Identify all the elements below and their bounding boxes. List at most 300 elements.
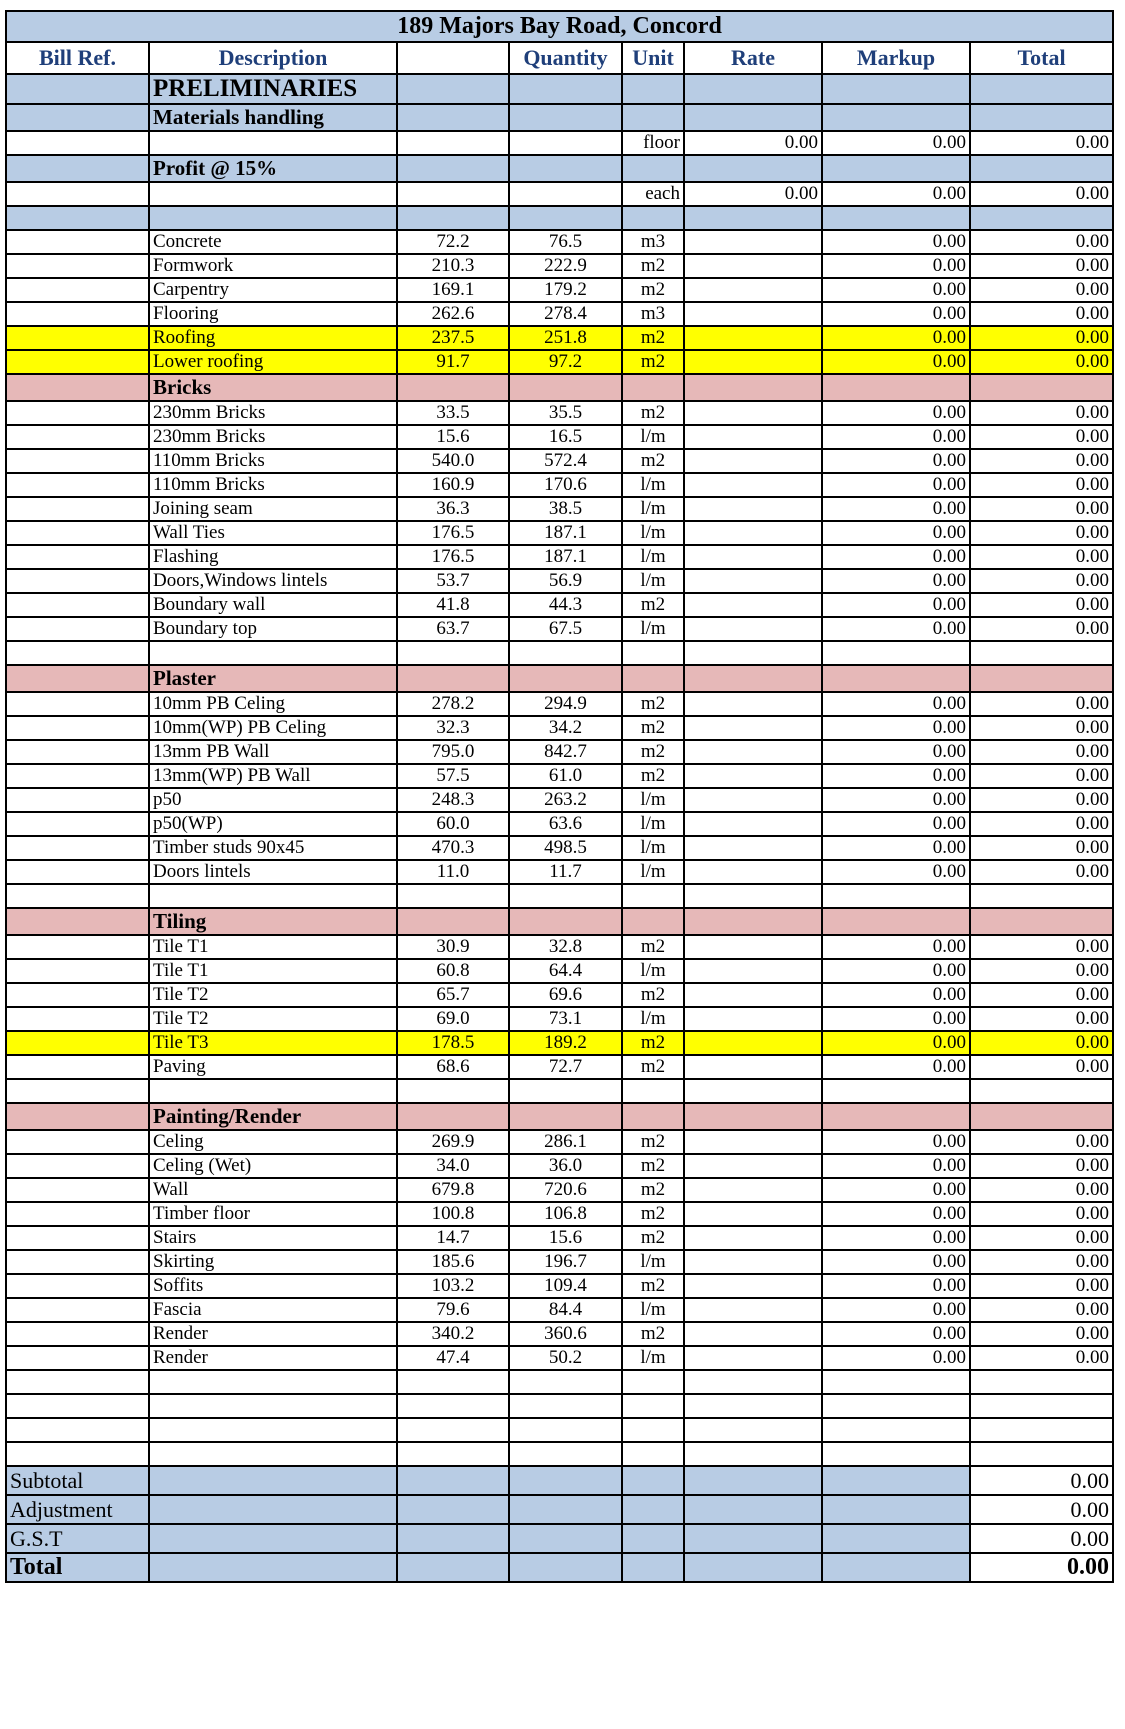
blank-cell[interactable] bbox=[970, 1394, 1113, 1418]
blank-cell[interactable] bbox=[509, 1442, 622, 1466]
item-total[interactable]: 0.00 bbox=[970, 1178, 1113, 1202]
subtotal-value[interactable]: 0.00 bbox=[970, 1466, 1113, 1495]
header-quantity[interactable]: Quantity bbox=[509, 42, 622, 74]
section-blank-cell[interactable] bbox=[970, 155, 1113, 182]
blank-cell[interactable] bbox=[509, 1418, 622, 1442]
item-rate[interactable] bbox=[684, 326, 822, 350]
item-quantity[interactable]: 187.1 bbox=[509, 521, 622, 545]
item-total[interactable]: 0.00 bbox=[970, 935, 1113, 959]
blank-cell[interactable] bbox=[397, 884, 509, 908]
item-description[interactable]: Flooring bbox=[149, 302, 397, 326]
item-measured-qty[interactable]: 69.0 bbox=[397, 1007, 509, 1031]
item-rate[interactable]: 0.00 bbox=[684, 131, 822, 155]
bill-ref-cell[interactable] bbox=[6, 1322, 149, 1346]
item-rate[interactable]: 0.00 bbox=[684, 182, 822, 206]
item-unit[interactable]: m3 bbox=[622, 230, 684, 254]
bill-ref-cell[interactable] bbox=[6, 1250, 149, 1274]
section-blank-cell[interactable] bbox=[509, 1103, 622, 1130]
item-total[interactable]: 0.00 bbox=[970, 302, 1113, 326]
item-description[interactable]: Lower roofing bbox=[149, 350, 397, 374]
blank-cell[interactable] bbox=[970, 1370, 1113, 1394]
item-measured-qty[interactable]: 36.3 bbox=[397, 497, 509, 521]
item-unit[interactable]: l/m bbox=[622, 836, 684, 860]
item-rate[interactable] bbox=[684, 1274, 822, 1298]
section-blank-cell[interactable] bbox=[822, 908, 970, 935]
item-measured-qty[interactable]: 540.0 bbox=[397, 449, 509, 473]
item-markup[interactable]: 0.00 bbox=[822, 1055, 970, 1079]
section-blank-cell[interactable] bbox=[509, 74, 622, 104]
blank-cell[interactable] bbox=[684, 884, 822, 908]
bill-ref-cell[interactable] bbox=[6, 1346, 149, 1370]
adjustment-value[interactable]: 0.00 bbox=[970, 1495, 1113, 1524]
item-markup[interactable]: 0.00 bbox=[822, 764, 970, 788]
item-description[interactable]: Formwork bbox=[149, 254, 397, 278]
item-unit[interactable]: l/m bbox=[622, 1346, 684, 1370]
item-description[interactable]: 13mm(WP) PB Wall bbox=[149, 764, 397, 788]
item-unit[interactable]: l/m bbox=[622, 1298, 684, 1322]
section-title[interactable]: Painting/Render bbox=[149, 1103, 397, 1130]
item-total[interactable]: 0.00 bbox=[970, 983, 1113, 1007]
item-measured-qty[interactable]: 79.6 bbox=[397, 1298, 509, 1322]
bill-ref-cell[interactable] bbox=[6, 1130, 149, 1154]
item-total[interactable]: 0.00 bbox=[970, 254, 1113, 278]
item-unit[interactable]: m2 bbox=[622, 401, 684, 425]
item-description[interactable]: Paving bbox=[149, 1055, 397, 1079]
bill-ref-cell[interactable] bbox=[6, 617, 149, 641]
item-unit[interactable]: m2 bbox=[622, 1178, 684, 1202]
item-quantity[interactable]: 187.1 bbox=[509, 545, 622, 569]
item-total[interactable]: 0.00 bbox=[970, 1226, 1113, 1250]
section-blank-cell[interactable] bbox=[622, 908, 684, 935]
adjustment-label[interactable]: Adjustment bbox=[6, 1495, 149, 1524]
item-markup[interactable]: 0.00 bbox=[822, 302, 970, 326]
item-measured-qty[interactable]: 30.9 bbox=[397, 935, 509, 959]
item-markup[interactable]: 0.00 bbox=[822, 545, 970, 569]
bill-ref-cell[interactable] bbox=[6, 716, 149, 740]
item-markup[interactable]: 0.00 bbox=[822, 131, 970, 155]
item-markup[interactable]: 0.00 bbox=[822, 593, 970, 617]
blank-cell[interactable] bbox=[509, 884, 622, 908]
item-markup[interactable]: 0.00 bbox=[822, 1031, 970, 1055]
blank-cell[interactable] bbox=[397, 131, 509, 155]
blank-cell[interactable] bbox=[397, 206, 509, 230]
item-measured-qty[interactable]: 185.6 bbox=[397, 1250, 509, 1274]
blank-cell[interactable] bbox=[684, 1442, 822, 1466]
item-description[interactable]: Stairs bbox=[149, 1226, 397, 1250]
item-markup[interactable]: 0.00 bbox=[822, 617, 970, 641]
item-measured-qty[interactable]: 103.2 bbox=[397, 1274, 509, 1298]
item-unit[interactable]: m2 bbox=[622, 1322, 684, 1346]
item-unit[interactable]: l/m bbox=[622, 545, 684, 569]
blank-cell[interactable] bbox=[149, 641, 397, 665]
item-unit[interactable]: l/m bbox=[622, 497, 684, 521]
subtotal-label[interactable]: Subtotal bbox=[6, 1466, 149, 1495]
item-measured-qty[interactable]: 60.8 bbox=[397, 959, 509, 983]
section-blank-cell[interactable] bbox=[970, 665, 1113, 692]
item-markup[interactable]: 0.00 bbox=[822, 521, 970, 545]
bill-ref-cell[interactable] bbox=[6, 1178, 149, 1202]
item-total[interactable]: 0.00 bbox=[970, 1346, 1113, 1370]
section-blank-cell[interactable] bbox=[509, 104, 622, 131]
item-rate[interactable] bbox=[684, 764, 822, 788]
item-description[interactable]: 110mm Bricks bbox=[149, 473, 397, 497]
item-unit[interactable]: each bbox=[622, 182, 684, 206]
item-total[interactable]: 0.00 bbox=[970, 788, 1113, 812]
item-description[interactable]: Tile T2 bbox=[149, 983, 397, 1007]
item-markup[interactable]: 0.00 bbox=[822, 350, 970, 374]
blank-cell[interactable] bbox=[822, 1079, 970, 1103]
item-total[interactable]: 0.00 bbox=[970, 812, 1113, 836]
section-blank-cell[interactable] bbox=[622, 1103, 684, 1130]
blank-cell[interactable] bbox=[622, 1418, 684, 1442]
item-unit[interactable]: l/m bbox=[622, 860, 684, 884]
item-quantity[interactable]: 109.4 bbox=[509, 1274, 622, 1298]
section-title[interactable]: Materials handling bbox=[149, 104, 397, 131]
blank-cell[interactable] bbox=[822, 641, 970, 665]
blank-cell[interactable] bbox=[970, 1079, 1113, 1103]
bill-ref-cell[interactable] bbox=[6, 521, 149, 545]
item-unit[interactable]: m2 bbox=[622, 1031, 684, 1055]
blank-cell[interactable] bbox=[6, 182, 149, 206]
item-markup[interactable]: 0.00 bbox=[822, 449, 970, 473]
bill-ref-cell[interactable] bbox=[6, 692, 149, 716]
blank-cell[interactable] bbox=[397, 641, 509, 665]
item-quantity[interactable]: 360.6 bbox=[509, 1322, 622, 1346]
item-quantity[interactable]: 34.2 bbox=[509, 716, 622, 740]
blank-cell[interactable] bbox=[397, 182, 509, 206]
bill-ref-cell[interactable] bbox=[6, 836, 149, 860]
item-rate[interactable] bbox=[684, 545, 822, 569]
summary-blank-cell[interactable] bbox=[622, 1466, 684, 1495]
section-blank-cell[interactable] bbox=[622, 665, 684, 692]
bill-ref-cell[interactable] bbox=[6, 449, 149, 473]
item-unit[interactable]: m2 bbox=[622, 326, 684, 350]
item-description[interactable]: Joining seam bbox=[149, 497, 397, 521]
item-unit[interactable]: l/m bbox=[622, 617, 684, 641]
bill-ref-cell[interactable] bbox=[6, 1274, 149, 1298]
item-total[interactable]: 0.00 bbox=[970, 569, 1113, 593]
item-unit[interactable]: l/m bbox=[622, 1250, 684, 1274]
blank-cell[interactable] bbox=[822, 1418, 970, 1442]
summary-blank-cell[interactable] bbox=[397, 1466, 509, 1495]
item-rate[interactable] bbox=[684, 1154, 822, 1178]
item-measured-qty[interactable]: 65.7 bbox=[397, 983, 509, 1007]
bill-ref-cell[interactable] bbox=[6, 155, 149, 182]
section-blank-cell[interactable] bbox=[970, 908, 1113, 935]
blank-cell[interactable] bbox=[684, 1079, 822, 1103]
item-rate[interactable] bbox=[684, 593, 822, 617]
item-unit[interactable]: m2 bbox=[622, 935, 684, 959]
item-quantity[interactable]: 36.0 bbox=[509, 1154, 622, 1178]
blank-cell[interactable] bbox=[622, 641, 684, 665]
item-markup[interactable]: 0.00 bbox=[822, 497, 970, 521]
item-markup[interactable]: 0.00 bbox=[822, 182, 970, 206]
item-measured-qty[interactable]: 14.7 bbox=[397, 1226, 509, 1250]
item-rate[interactable] bbox=[684, 788, 822, 812]
item-markup[interactable]: 0.00 bbox=[822, 230, 970, 254]
item-measured-qty[interactable]: 470.3 bbox=[397, 836, 509, 860]
bill-ref-cell[interactable] bbox=[6, 425, 149, 449]
item-description[interactable]: 13mm PB Wall bbox=[149, 740, 397, 764]
item-measured-qty[interactable]: 269.9 bbox=[397, 1130, 509, 1154]
item-measured-qty[interactable]: 248.3 bbox=[397, 788, 509, 812]
item-rate[interactable] bbox=[684, 1031, 822, 1055]
bill-ref-cell[interactable] bbox=[6, 665, 149, 692]
item-quantity[interactable]: 179.2 bbox=[509, 278, 622, 302]
header-bill-ref[interactable]: Bill Ref. bbox=[6, 42, 149, 74]
item-measured-qty[interactable]: 169.1 bbox=[397, 278, 509, 302]
bill-ref-cell[interactable] bbox=[6, 350, 149, 374]
blank-cell[interactable] bbox=[622, 206, 684, 230]
sheet-title[interactable]: 189 Majors Bay Road, Concord bbox=[6, 11, 1113, 42]
blank-cell[interactable] bbox=[822, 884, 970, 908]
item-total[interactable]: 0.00 bbox=[970, 182, 1113, 206]
item-quantity[interactable]: 170.6 bbox=[509, 473, 622, 497]
bill-ref-cell[interactable] bbox=[6, 104, 149, 131]
blank-cell[interactable] bbox=[509, 1394, 622, 1418]
item-rate[interactable] bbox=[684, 473, 822, 497]
item-total[interactable]: 0.00 bbox=[970, 521, 1113, 545]
summary-blank-cell[interactable] bbox=[397, 1553, 509, 1582]
header-unit[interactable]: Unit bbox=[622, 42, 684, 74]
item-markup[interactable]: 0.00 bbox=[822, 740, 970, 764]
bill-ref-cell[interactable] bbox=[6, 1007, 149, 1031]
section-blank-cell[interactable] bbox=[397, 155, 509, 182]
blank-cell[interactable] bbox=[970, 1418, 1113, 1442]
item-description[interactable]: p50(WP) bbox=[149, 812, 397, 836]
item-rate[interactable] bbox=[684, 1322, 822, 1346]
header-rate[interactable]: Rate bbox=[684, 42, 822, 74]
item-rate[interactable] bbox=[684, 1298, 822, 1322]
section-blank-cell[interactable] bbox=[970, 374, 1113, 401]
item-unit[interactable]: m2 bbox=[622, 716, 684, 740]
item-measured-qty[interactable]: 340.2 bbox=[397, 1322, 509, 1346]
item-markup[interactable]: 0.00 bbox=[822, 1274, 970, 1298]
item-description[interactable]: Wall Ties bbox=[149, 521, 397, 545]
item-description[interactable]: Celing bbox=[149, 1130, 397, 1154]
item-measured-qty[interactable]: 68.6 bbox=[397, 1055, 509, 1079]
item-rate[interactable] bbox=[684, 935, 822, 959]
item-rate[interactable] bbox=[684, 1007, 822, 1031]
bill-ref-cell[interactable] bbox=[6, 230, 149, 254]
blank-cell[interactable] bbox=[397, 1418, 509, 1442]
section-blank-cell[interactable] bbox=[822, 374, 970, 401]
item-measured-qty[interactable]: 278.2 bbox=[397, 692, 509, 716]
section-blank-cell[interactable] bbox=[684, 665, 822, 692]
item-markup[interactable]: 0.00 bbox=[822, 473, 970, 497]
summary-blank-cell[interactable] bbox=[684, 1495, 822, 1524]
item-markup[interactable]: 0.00 bbox=[822, 836, 970, 860]
item-unit[interactable]: m2 bbox=[622, 278, 684, 302]
bill-ref-cell[interactable] bbox=[6, 497, 149, 521]
item-quantity[interactable]: 294.9 bbox=[509, 692, 622, 716]
item-quantity[interactable]: 69.6 bbox=[509, 983, 622, 1007]
item-unit[interactable]: m2 bbox=[622, 1154, 684, 1178]
bill-ref-cell[interactable] bbox=[6, 473, 149, 497]
item-description[interactable]: Boundary wall bbox=[149, 593, 397, 617]
bill-ref-cell[interactable] bbox=[6, 545, 149, 569]
item-total[interactable]: 0.00 bbox=[970, 959, 1113, 983]
section-blank-cell[interactable] bbox=[509, 665, 622, 692]
blank-cell[interactable] bbox=[622, 884, 684, 908]
item-rate[interactable] bbox=[684, 254, 822, 278]
blank-cell[interactable] bbox=[149, 1370, 397, 1394]
item-quantity[interactable]: 286.1 bbox=[509, 1130, 622, 1154]
item-markup[interactable]: 0.00 bbox=[822, 569, 970, 593]
item-unit[interactable]: l/m bbox=[622, 788, 684, 812]
item-rate[interactable] bbox=[684, 521, 822, 545]
section-title[interactable]: Tiling bbox=[149, 908, 397, 935]
item-total[interactable]: 0.00 bbox=[970, 1130, 1113, 1154]
item-description[interactable]: Boundary top bbox=[149, 617, 397, 641]
section-blank-cell[interactable] bbox=[509, 908, 622, 935]
gst-value[interactable]: 0.00 bbox=[970, 1524, 1113, 1553]
blank-cell[interactable] bbox=[684, 206, 822, 230]
item-quantity[interactable]: 222.9 bbox=[509, 254, 622, 278]
blank-cell[interactable] bbox=[149, 206, 397, 230]
item-total[interactable]: 0.00 bbox=[970, 131, 1113, 155]
item-total[interactable]: 0.00 bbox=[970, 1202, 1113, 1226]
item-markup[interactable]: 0.00 bbox=[822, 1130, 970, 1154]
blank-cell[interactable] bbox=[149, 1394, 397, 1418]
item-description[interactable]: Soffits bbox=[149, 1274, 397, 1298]
item-markup[interactable]: 0.00 bbox=[822, 716, 970, 740]
section-blank-cell[interactable] bbox=[397, 374, 509, 401]
item-rate[interactable] bbox=[684, 350, 822, 374]
item-quantity[interactable]: 56.9 bbox=[509, 569, 622, 593]
item-quantity[interactable]: 35.5 bbox=[509, 401, 622, 425]
blank-cell[interactable] bbox=[970, 1442, 1113, 1466]
item-description[interactable]: Celing (Wet) bbox=[149, 1154, 397, 1178]
item-rate[interactable] bbox=[684, 497, 822, 521]
item-rate[interactable] bbox=[684, 836, 822, 860]
item-unit[interactable]: l/m bbox=[622, 812, 684, 836]
item-markup[interactable]: 0.00 bbox=[822, 278, 970, 302]
item-markup[interactable]: 0.00 bbox=[822, 1250, 970, 1274]
item-total[interactable]: 0.00 bbox=[970, 1274, 1113, 1298]
item-description[interactable]: Timber studs 90x45 bbox=[149, 836, 397, 860]
item-total[interactable]: 0.00 bbox=[970, 617, 1113, 641]
blank-cell[interactable] bbox=[149, 182, 397, 206]
item-measured-qty[interactable]: 11.0 bbox=[397, 860, 509, 884]
item-total[interactable]: 0.00 bbox=[970, 326, 1113, 350]
item-quantity[interactable]: 11.7 bbox=[509, 860, 622, 884]
item-quantity[interactable]: 106.8 bbox=[509, 1202, 622, 1226]
bill-ref-cell[interactable] bbox=[6, 278, 149, 302]
bill-ref-cell[interactable] bbox=[6, 1031, 149, 1055]
blank-cell[interactable] bbox=[622, 1394, 684, 1418]
item-quantity[interactable]: 44.3 bbox=[509, 593, 622, 617]
bill-ref-cell[interactable] bbox=[6, 959, 149, 983]
item-quantity[interactable]: 16.5 bbox=[509, 425, 622, 449]
item-measured-qty[interactable]: 91.7 bbox=[397, 350, 509, 374]
item-total[interactable]: 0.00 bbox=[970, 401, 1113, 425]
item-rate[interactable] bbox=[684, 401, 822, 425]
item-description[interactable]: Render bbox=[149, 1346, 397, 1370]
section-blank-cell[interactable] bbox=[397, 908, 509, 935]
section-blank-cell[interactable] bbox=[397, 104, 509, 131]
item-description[interactable]: Carpentry bbox=[149, 278, 397, 302]
item-total[interactable]: 0.00 bbox=[970, 860, 1113, 884]
blank-cell[interactable] bbox=[684, 1370, 822, 1394]
item-markup[interactable]: 0.00 bbox=[822, 254, 970, 278]
blank-cell[interactable] bbox=[970, 641, 1113, 665]
item-unit[interactable]: m3 bbox=[622, 302, 684, 326]
item-total[interactable]: 0.00 bbox=[970, 1031, 1113, 1055]
blank-cell[interactable] bbox=[149, 1079, 397, 1103]
item-quantity[interactable]: 842.7 bbox=[509, 740, 622, 764]
item-unit[interactable]: m2 bbox=[622, 1202, 684, 1226]
bill-ref-cell[interactable] bbox=[6, 1055, 149, 1079]
item-rate[interactable] bbox=[684, 1226, 822, 1250]
item-measured-qty[interactable]: 63.7 bbox=[397, 617, 509, 641]
item-total[interactable]: 0.00 bbox=[970, 764, 1113, 788]
item-rate[interactable] bbox=[684, 692, 822, 716]
item-description[interactable]: Tile T1 bbox=[149, 959, 397, 983]
section-blank-cell[interactable] bbox=[397, 665, 509, 692]
summary-blank-cell[interactable] bbox=[149, 1466, 397, 1495]
bill-ref-cell[interactable] bbox=[6, 374, 149, 401]
item-total[interactable]: 0.00 bbox=[970, 740, 1113, 764]
item-rate[interactable] bbox=[684, 278, 822, 302]
bill-ref-cell[interactable] bbox=[6, 302, 149, 326]
summary-blank-cell[interactable] bbox=[149, 1495, 397, 1524]
gst-label[interactable]: G.S.T bbox=[6, 1524, 149, 1553]
item-description[interactable]: Doors lintels bbox=[149, 860, 397, 884]
bill-ref-cell[interactable] bbox=[6, 326, 149, 350]
item-measured-qty[interactable]: 15.6 bbox=[397, 425, 509, 449]
summary-blank-cell[interactable] bbox=[684, 1466, 822, 1495]
item-unit[interactable]: m2 bbox=[622, 254, 684, 278]
item-rate[interactable] bbox=[684, 983, 822, 1007]
item-total[interactable]: 0.00 bbox=[970, 497, 1113, 521]
section-blank-cell[interactable] bbox=[622, 74, 684, 104]
blank-cell[interactable] bbox=[509, 131, 622, 155]
section-blank-cell[interactable] bbox=[822, 1103, 970, 1130]
bill-ref-cell[interactable] bbox=[6, 908, 149, 935]
item-markup[interactable]: 0.00 bbox=[822, 1202, 970, 1226]
item-quantity[interactable]: 278.4 bbox=[509, 302, 622, 326]
bill-ref-cell[interactable] bbox=[6, 1103, 149, 1130]
item-quantity[interactable]: 572.4 bbox=[509, 449, 622, 473]
item-unit[interactable]: m2 bbox=[622, 764, 684, 788]
summary-blank-cell[interactable] bbox=[684, 1553, 822, 1582]
item-total[interactable]: 0.00 bbox=[970, 425, 1113, 449]
item-total[interactable]: 0.00 bbox=[970, 1055, 1113, 1079]
item-rate[interactable] bbox=[684, 812, 822, 836]
section-blank-cell[interactable] bbox=[822, 104, 970, 131]
bill-ref-cell[interactable] bbox=[6, 764, 149, 788]
summary-blank-cell[interactable] bbox=[822, 1553, 970, 1582]
item-rate[interactable] bbox=[684, 740, 822, 764]
item-measured-qty[interactable]: 57.5 bbox=[397, 764, 509, 788]
item-total[interactable]: 0.00 bbox=[970, 1154, 1113, 1178]
item-quantity[interactable]: 84.4 bbox=[509, 1298, 622, 1322]
item-total[interactable]: 0.00 bbox=[970, 716, 1113, 740]
item-measured-qty[interactable]: 178.5 bbox=[397, 1031, 509, 1055]
item-markup[interactable]: 0.00 bbox=[822, 860, 970, 884]
blank-cell[interactable] bbox=[622, 1370, 684, 1394]
item-measured-qty[interactable]: 47.4 bbox=[397, 1346, 509, 1370]
section-title[interactable]: PRELIMINARIES bbox=[149, 74, 397, 104]
blank-cell[interactable] bbox=[397, 1394, 509, 1418]
item-unit[interactable]: m2 bbox=[622, 449, 684, 473]
item-unit[interactable]: m2 bbox=[622, 1055, 684, 1079]
item-quantity[interactable]: 15.6 bbox=[509, 1226, 622, 1250]
item-description[interactable]: Flashing bbox=[149, 545, 397, 569]
item-total[interactable]: 0.00 bbox=[970, 449, 1113, 473]
bill-ref-cell[interactable] bbox=[6, 1226, 149, 1250]
